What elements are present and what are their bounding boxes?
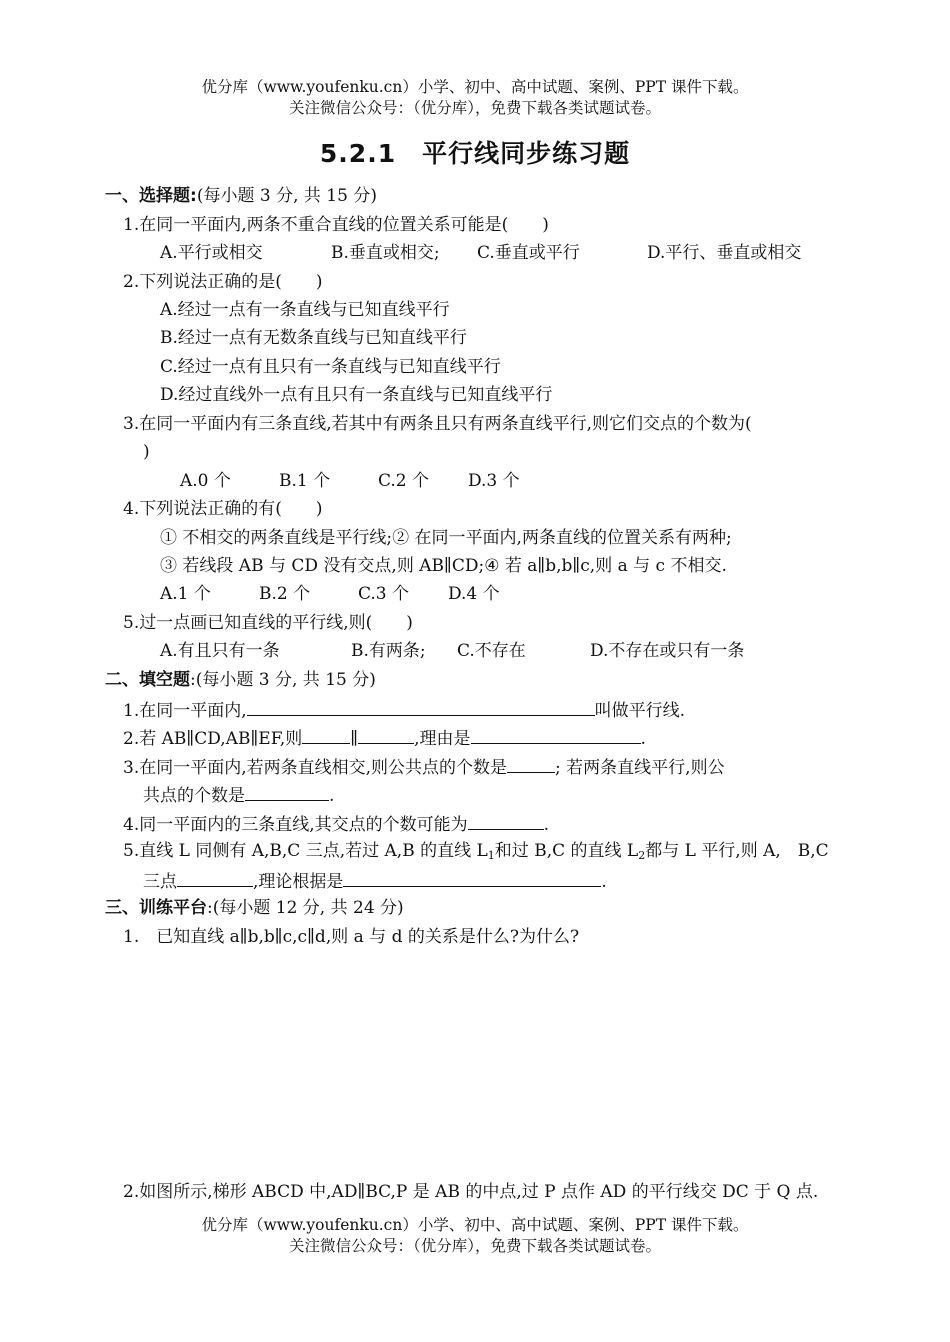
fill-q5-text-c: 都与 L 平行,则 A, B,C: [645, 841, 829, 861]
q5-option-d: D.不存在或只有一条: [590, 641, 745, 661]
fill-q5-text-b: 和过 B,C 的直线 L: [494, 841, 639, 861]
fill-q5-text-d: 三点: [143, 872, 177, 892]
fill-q5-blank-2[interactable]: [343, 869, 601, 887]
section-1-note: (每小题 3 分, 共 15 分): [196, 186, 377, 206]
section-1-title: 一、选择题:: [105, 186, 197, 206]
header-line-1: 优分库（www.youfenku.cn）小学、初中、高中试题、案例、PPT 课件下载。: [201, 78, 749, 96]
q3-option-c: C.2 个: [378, 471, 430, 491]
fill-q1-blank[interactable]: [247, 698, 595, 716]
fill-q4-blank[interactable]: [468, 812, 544, 830]
fill-q1-text-a: 1.在同一平面内,: [123, 701, 247, 721]
q5-option-b: B.有两条;: [351, 641, 426, 661]
q4-option-d: D.4 个: [448, 584, 500, 604]
q5-option-a: A.有且只有一条: [160, 641, 280, 661]
q5-option-c: C.不存在: [457, 641, 526, 661]
q2-option-c: C.经过一点有且只有一条直线与已知直线平行: [160, 357, 501, 377]
page-title: 5.2.1 平行线同步练习题: [319, 139, 631, 168]
section-1-heading: [105, 185, 377, 207]
fill-q1: [123, 698, 685, 722]
fill-q4-text-a: 4.同一平面内的三条直线,其交点的个数可能为: [123, 815, 468, 835]
fill-q5-text-e: ,理论根据是: [253, 872, 344, 892]
footer-line-1: 优分库（www.youfenku.cn）小学、初中、高中试题、案例、PPT 课件下载。: [201, 1216, 749, 1234]
q3-option-d: D.3 个: [468, 471, 520, 491]
section-2-note: :(每小题 3 分, 共 15 分): [190, 670, 376, 690]
fill-q3-line-2: [143, 783, 334, 807]
q2-option-b: B.经过一点有无数条直线与已知直线平行: [160, 328, 467, 348]
section-3-note: :(每小题 12 分, 共 24 分): [207, 898, 404, 918]
fill-q5-blank-1[interactable]: [177, 869, 253, 887]
q4-option-c: C.3 个: [358, 584, 410, 604]
q3-stem-cont: ): [143, 442, 150, 462]
training-q1: 1. 已知直线 a∥b,b∥c,c∥d,则 a 与 d 的关系是什么?为什么?: [123, 927, 580, 947]
fill-q2-blank-3[interactable]: [471, 726, 641, 744]
section-2-heading: [105, 669, 376, 691]
section-3-title: 三、训练平台: [105, 898, 207, 918]
fill-q4-text-b: .: [543, 815, 550, 835]
q1-option-c: C.垂直或平行: [477, 243, 580, 263]
q1-option-d: D.平行、垂直或相交: [647, 243, 802, 263]
q4-option-a: A.1 个: [160, 584, 211, 604]
fill-q3-text-c: 共点的个数是: [143, 786, 245, 806]
q2-stem: 2.下列说法正确的是( ): [123, 272, 323, 292]
fill-q1-text-b: 叫做平行线.: [594, 701, 686, 721]
fill-q2-text-b: ∥: [350, 729, 359, 749]
q2-option-d: D.经过直线外一点有且只有一条直线与已知直线平行: [160, 385, 553, 405]
section-2-title: 二、填空题: [105, 670, 190, 690]
q2-option-a: A.经过一点有一条直线与已知直线平行: [160, 300, 450, 320]
fill-q2: [123, 726, 646, 750]
fill-q5-line-1: [123, 840, 829, 867]
fill-q3-blank-2[interactable]: [245, 783, 329, 801]
fill-q2-text-c: ,理由是: [414, 729, 471, 749]
fill-q5-sub-2: 2: [638, 849, 646, 862]
fill-q5-text-f: .: [601, 872, 607, 892]
fill-q2-text-d: .: [640, 729, 646, 749]
q4-stem: 4.下列说法正确的有( ): [123, 499, 323, 519]
fill-q4: [123, 812, 549, 836]
header-line-2: 关注微信公众号：（优分库），免费下载各类试题试卷。: [288, 99, 661, 117]
fill-q3-line-1: [123, 755, 725, 779]
q4-statement-1: ① 不相交的两条直线是平行线;② 在同一平面内,两条直线的位置关系有两种;: [160, 528, 732, 548]
training-q2: 2.如图所示,梯形 ABCD 中,AD∥BC,P 是 AB 的中点,过 P 点作 AD 的平行线交 DC 于 Q 点.: [123, 1182, 819, 1202]
fill-q3-blank-1[interactable]: [507, 755, 555, 773]
fill-q2-blank-1[interactable]: [302, 726, 350, 744]
fill-q5-text-a: 5.直线 L 同侧有 A,B,C 三点,若过 A,B 的直线 L: [123, 841, 488, 861]
q3-option-b: B.1 个: [279, 471, 331, 491]
q4-statement-2: ③ 若线段 AB 与 CD 没有交点,则 AB∥CD;④ 若 a∥b,b∥c,则 a 与 c 不相交.: [160, 556, 727, 576]
footer-line-2: 关注微信公众号：（优分库），免费下载各类试题试卷。: [288, 1237, 661, 1255]
fill-q5-sub-1: 1: [487, 849, 495, 862]
fill-q5-line-2: [143, 869, 607, 893]
fill-q3-text-b: ; 若两条直线平行,则公: [555, 758, 725, 778]
fill-q3-text-a: 3.在同一平面内,若两条直线相交,则公共点的个数是: [123, 758, 508, 778]
q5-stem: 5.过一点画已知直线的平行线,则( ): [123, 613, 413, 633]
q4-option-b: B.2 个: [259, 584, 311, 604]
q1-option-a: A.平行或相交: [160, 243, 263, 263]
q3-stem: 3.在同一平面内有三条直线,若其中有两条且只有两条直线平行,则它们交点的个数为(: [123, 414, 752, 434]
section-3-heading: [105, 897, 404, 919]
q1-stem: 1.在同一平面内,两条不重合直线的位置关系可能是( ): [123, 215, 549, 235]
q3-option-a: A.0 个: [180, 471, 231, 491]
fill-q2-text-a: 2.若 AB∥CD,AB∥EF,则: [123, 729, 303, 749]
fill-q2-blank-2[interactable]: [358, 726, 414, 744]
fill-q3-text-d: .: [329, 786, 335, 806]
q1-option-b: B.垂直或相交;: [331, 243, 440, 263]
